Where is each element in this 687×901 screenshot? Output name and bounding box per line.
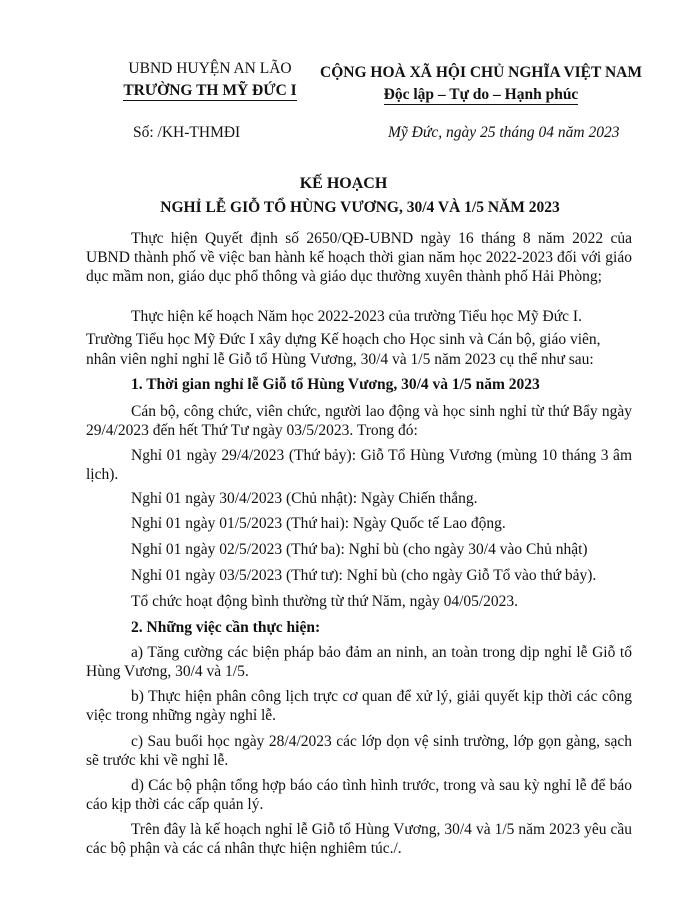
- task-item: a) Tăng cường các biện pháp bảo đảm an ninh, an toàn trong dịp nghỉ lễ Giỗ tổ Hùng Vương, 30/4 và 1/5.: [86, 644, 632, 680]
- section-1-heading: 1. Thời gian nghỉ lễ Giỗ tổ Hùng Vương, 30/4 và 1/5 năm 2023: [131, 376, 540, 393]
- motto: Độc lập – Tự do – Hạnh phúc: [383, 86, 579, 103]
- intro-paragraph: Thực hiện kế hoạch Năm học 2022-2023 của trường Tiểu học Mỹ Đức I.: [131, 308, 582, 325]
- list-item: Nghỉ 01 ngày 29/4/2023 (Thứ bảy): Giỗ Tổ Hùng Vương (mùng 10 tháng 3 âm lịch).: [86, 447, 632, 483]
- issuing-authority: [100, 58, 320, 102]
- national-motto: [318, 62, 644, 106]
- list-item: Nghỉ 01 ngày 30/4/2023 (Chủ nhật): Ngày Chiến thắng.: [131, 490, 478, 507]
- intro-paragraph: Thực hiện Quyết định số 2650/QĐ-UBND ngày 16 tháng 8 năm 2022 của UBND thành phố về việc ban hành kế hoạch thời gian năm học 2022-2023 đối với giáo dục mầm non, giáo dục phổ thông và giáo dục thường xuyên thành phố Hải Phòng;: [86, 230, 632, 285]
- list-item: Nghỉ 01 ngày 02/5/2023 (Thứ ba): Nghỉ bù (cho ngày 30/4 vào Chủ nhật): [131, 541, 588, 558]
- closing-paragraph: Trên đây là kế hoạch nghỉ lễ Giỗ tổ Hùng Vương, 30/4 và 1/5 năm 2023 yêu cầu các bộ phận và các cá nhân thực hiện nghiêm túc./.: [86, 821, 632, 857]
- place-date: Mỹ Đức, ngày 25 tháng 04 năm 2023: [388, 124, 620, 141]
- document-title: KẾ HOẠCH: [299, 175, 388, 192]
- intro-line: nhân viên nghỉ nghỉ lễ Giỗ tổ Hùng Vương, 30/4 và 1/5 năm 2023 cụ thể như sau:: [86, 351, 594, 368]
- task-item: c) Sau buổi học ngày 28/4/2023 các lớp dọn vệ sinh trường, lớp gọn gàng, sạch sẽ trước khi về nghỉ lễ.: [86, 733, 632, 769]
- intro-line: Trường Tiểu học Mỹ Đức I xây dựng Kế hoạch cho Học sinh và Cán bộ, giáo viên,: [86, 331, 601, 348]
- authority-name: UBND HUYỆN AN LÃO: [128, 60, 292, 77]
- list-item: Tổ chức hoạt động bình thường từ thứ Năm, ngày 04/05/2023.: [131, 593, 519, 610]
- list-item: Nghỉ 01 ngày 03/5/2023 (Thứ tư): Nghỉ bù (cho ngày Giỗ Tổ vào thứ bảy).: [131, 567, 597, 584]
- document-number: Số: /KH-THMĐI: [133, 124, 241, 141]
- task-item: b) Thực hiện phân công lịch trực cơ quan để xử lý, giải quyết kịp thời các công việc trong những ngày nghỉ lễ.: [86, 688, 632, 724]
- nation-name: CỘNG HOÀ XÃ HỘI CHỦ NGHĨA VIỆT NAM: [320, 64, 642, 81]
- section-1-lead: Cán bộ, công chức, viên chức, người lao động và học sinh nghỉ từ thứ Bẩy ngày 29/4/2023 đến hết Thứ Tư ngày 03/5/2023. Trong đó:: [86, 403, 632, 439]
- section-2-heading: 2. Những việc cần thực hiện:: [131, 619, 321, 636]
- document-subtitle: NGHỈ LỄ GIỖ TỔ HÙNG VƯƠNG, 30/4 VÀ 1/5 NĂM 2023: [160, 199, 560, 216]
- task-item: d) Các bộ phận tổng hợp báo cáo tình hình trước, trong và sau kỳ nghỉ lễ để báo cáo kịp thời các cấp quản lý.: [86, 777, 632, 813]
- school-name: TRƯỜNG TH MỸ ĐỨC I: [123, 82, 297, 99]
- list-item: Nghỉ 01 ngày 01/5/2023 (Thứ hai): Ngày Quốc tế Lao động.: [131, 515, 506, 532]
